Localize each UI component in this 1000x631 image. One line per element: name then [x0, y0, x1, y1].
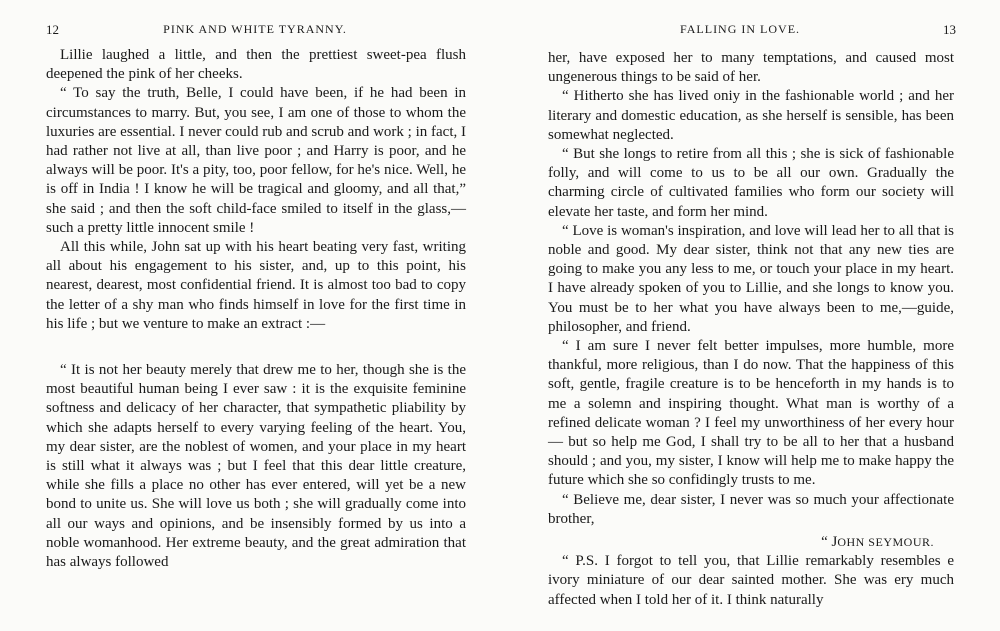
paragraph: All this while, John sat up with his heart beating very fast, writing all about his engagement to his sister, and, up to this point, his nearest, dearest, most confidential friend. It is almost too bad to copy the letter of a shy man who finds himself in love for the first time in his life ; but we venture to make an extract :—	[46, 239, 466, 332]
paragraph: “ But she longs to retire from all this ; she is sick of fashionable folly, and will come to us to be all our own. Gradually the charming circle of cultivated families who form our society will elevate her taste, and form her mind.	[548, 146, 954, 220]
paragraph: Lillie laughed a little, and then the prettiest sweet-pea flush deepened the pink of her cheeks.	[46, 47, 466, 83]
running-head: FALLING IN LOVE.	[679, 22, 801, 36]
paragraph: “ To say the truth, Belle, I could have been, if he had been in circumstances to marry. But, you see, I am one of those to whom the luxuries are essential. I never could rub and scrub and work ; in fact, I had rather not live at all, than live poor ; and Harry is poor, and he always will be poor. It's a pity, too, poor fellow, for he's nice. Well, he is off in India ! I know he will be tragical and gloomy, and all that,” she said ; and then the soft child-face smiled to itself in the glass,—such a pretty little innocent smile !	[46, 85, 466, 236]
page-number: 13	[943, 22, 956, 37]
section-gap	[46, 334, 466, 361]
signature-open: “ J	[821, 534, 838, 551]
paragraph: “ Hitherto she has lived oniy in the fashionable world ; and her literary and domestic education, as she herself is sensible, has been somewhat neglected.	[548, 88, 954, 143]
right-page-header	[500, 22, 1000, 42]
paragraph: “ Believe me, dear sister, I never was so much your affectionate brother,	[548, 491, 954, 527]
right-page	[500, 0, 1000, 631]
paragraph: “ Love is woman's inspiration, and love will lead her to all that is noble and good. My dear sister, think not that any new ties are going to make you any less to me, or touch your place in my heart. I have already spoken of you to Lillie, and she longs to know you. You must be to her what you have always been to me,—guide, philosopher, and friend.	[548, 222, 954, 335]
left-page-header	[0, 22, 500, 42]
right-page-body	[548, 49, 954, 610]
signature	[548, 533, 954, 552]
postscript: “ P.S. I forgot to tell you, that Lillie remarkably resembles e ivory miniature of our dear sainted mother. She was ery much affected when I told her of it. I think naturally	[548, 553, 954, 608]
paragraph: “ I am sure I never felt better impulses, more humble, more thankful, more religious, than I do now. That the happiness of this soft, gentle, fragile creature is to be henceforth in my hands is to me a solemn and inspiring thought. What man is worthy of a refined delicate woman ? I feel my unworthiness of her every hour — but so help me God, I shall try to be all to her that a husband should ; and you, my sister, I know will help me to make happy the future which she so confidingly trusts to me.	[548, 338, 954, 489]
letter-paragraph: “ It is not her beauty merely that drew me to her, though she is the most beautiful human being I ever saw : it is the exquisite feminine softness and delicacy of her character, that sympathetic pliability by which she adapts herself to every varying feeling of the heart. You, my dear sister, are the noblest of women, and your place in my heart is still what it always was ; but I feel that this dear little creature, while she fills a place no other has ever entered, will yet be a new bond to unite us. She will love us both ; she will gradually come into all our ways and opinions, and be insensibly formed by us into a noble womanhood. Her extreme beauty, and the great admiration that has always followed	[46, 362, 466, 571]
page-number: 12	[46, 22, 59, 37]
paragraph: her, have exposed her to many temptations, and caused most ungenerous things to be said of her.	[548, 50, 954, 86]
signature-name: OHN SEYMOUR.	[837, 535, 934, 550]
running-head: PINK AND WHITE TYRANNY.	[163, 22, 347, 36]
left-page-body	[46, 46, 466, 572]
